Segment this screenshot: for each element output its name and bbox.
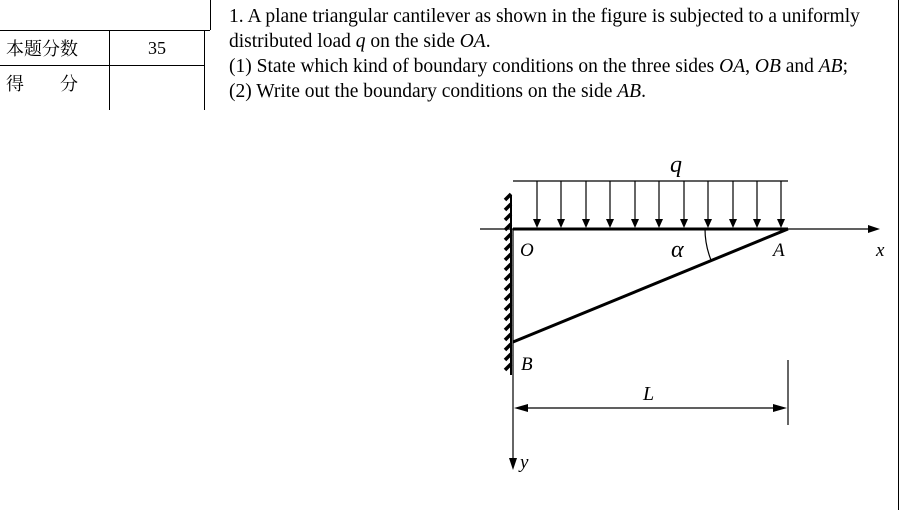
score-label: 本题分数 (0, 31, 110, 66)
question-number: 1. (229, 6, 244, 27)
distributed-load (513, 181, 788, 228)
fixed-wall (505, 194, 511, 375)
angle-arc (705, 229, 711, 260)
label-a: A (773, 240, 785, 261)
part1-side-ob: OB (754, 56, 781, 77)
question-part-2: (2) Write out the boundary conditions on the side AB. (229, 81, 646, 102)
part1-and: and (785, 56, 814, 77)
part1-prefix: (1) State which kind of boundary conditions on the three sides (229, 56, 715, 77)
label-q: q (670, 152, 682, 178)
label-l: L (643, 383, 655, 405)
marks-label: 得 分 (0, 66, 110, 111)
part2-prefix: (2) Write out the boundary conditions on the side (229, 81, 613, 102)
part1-side-oa: OA (719, 56, 746, 77)
label-b: B (521, 354, 533, 375)
label-o: O (520, 240, 534, 261)
label-alpha: α (671, 237, 684, 263)
label-x: x (876, 240, 885, 261)
question-intro: 1. A plane triangular cantilever as shown in the figure is subjected to a uniformly distributed load q on the side OA. (229, 6, 860, 52)
question-part-1: (1) State which kind of boundary conditions on the three sides OA, OB and AB; (229, 56, 849, 77)
load-symbol: q (355, 31, 366, 52)
label-y: y (520, 452, 529, 473)
question-intro-text-2: on the side (370, 31, 455, 52)
intro-side: OA (459, 31, 486, 52)
question-intro-text-1: A plane triangular cantilever as shown in the figure is subjected to a uniformly distributed load (229, 6, 860, 52)
edge-ab (513, 229, 788, 342)
part2-side-ab: AB (617, 81, 642, 102)
part1-side-ab: AB (818, 56, 843, 77)
score-value: 35 (110, 31, 205, 66)
